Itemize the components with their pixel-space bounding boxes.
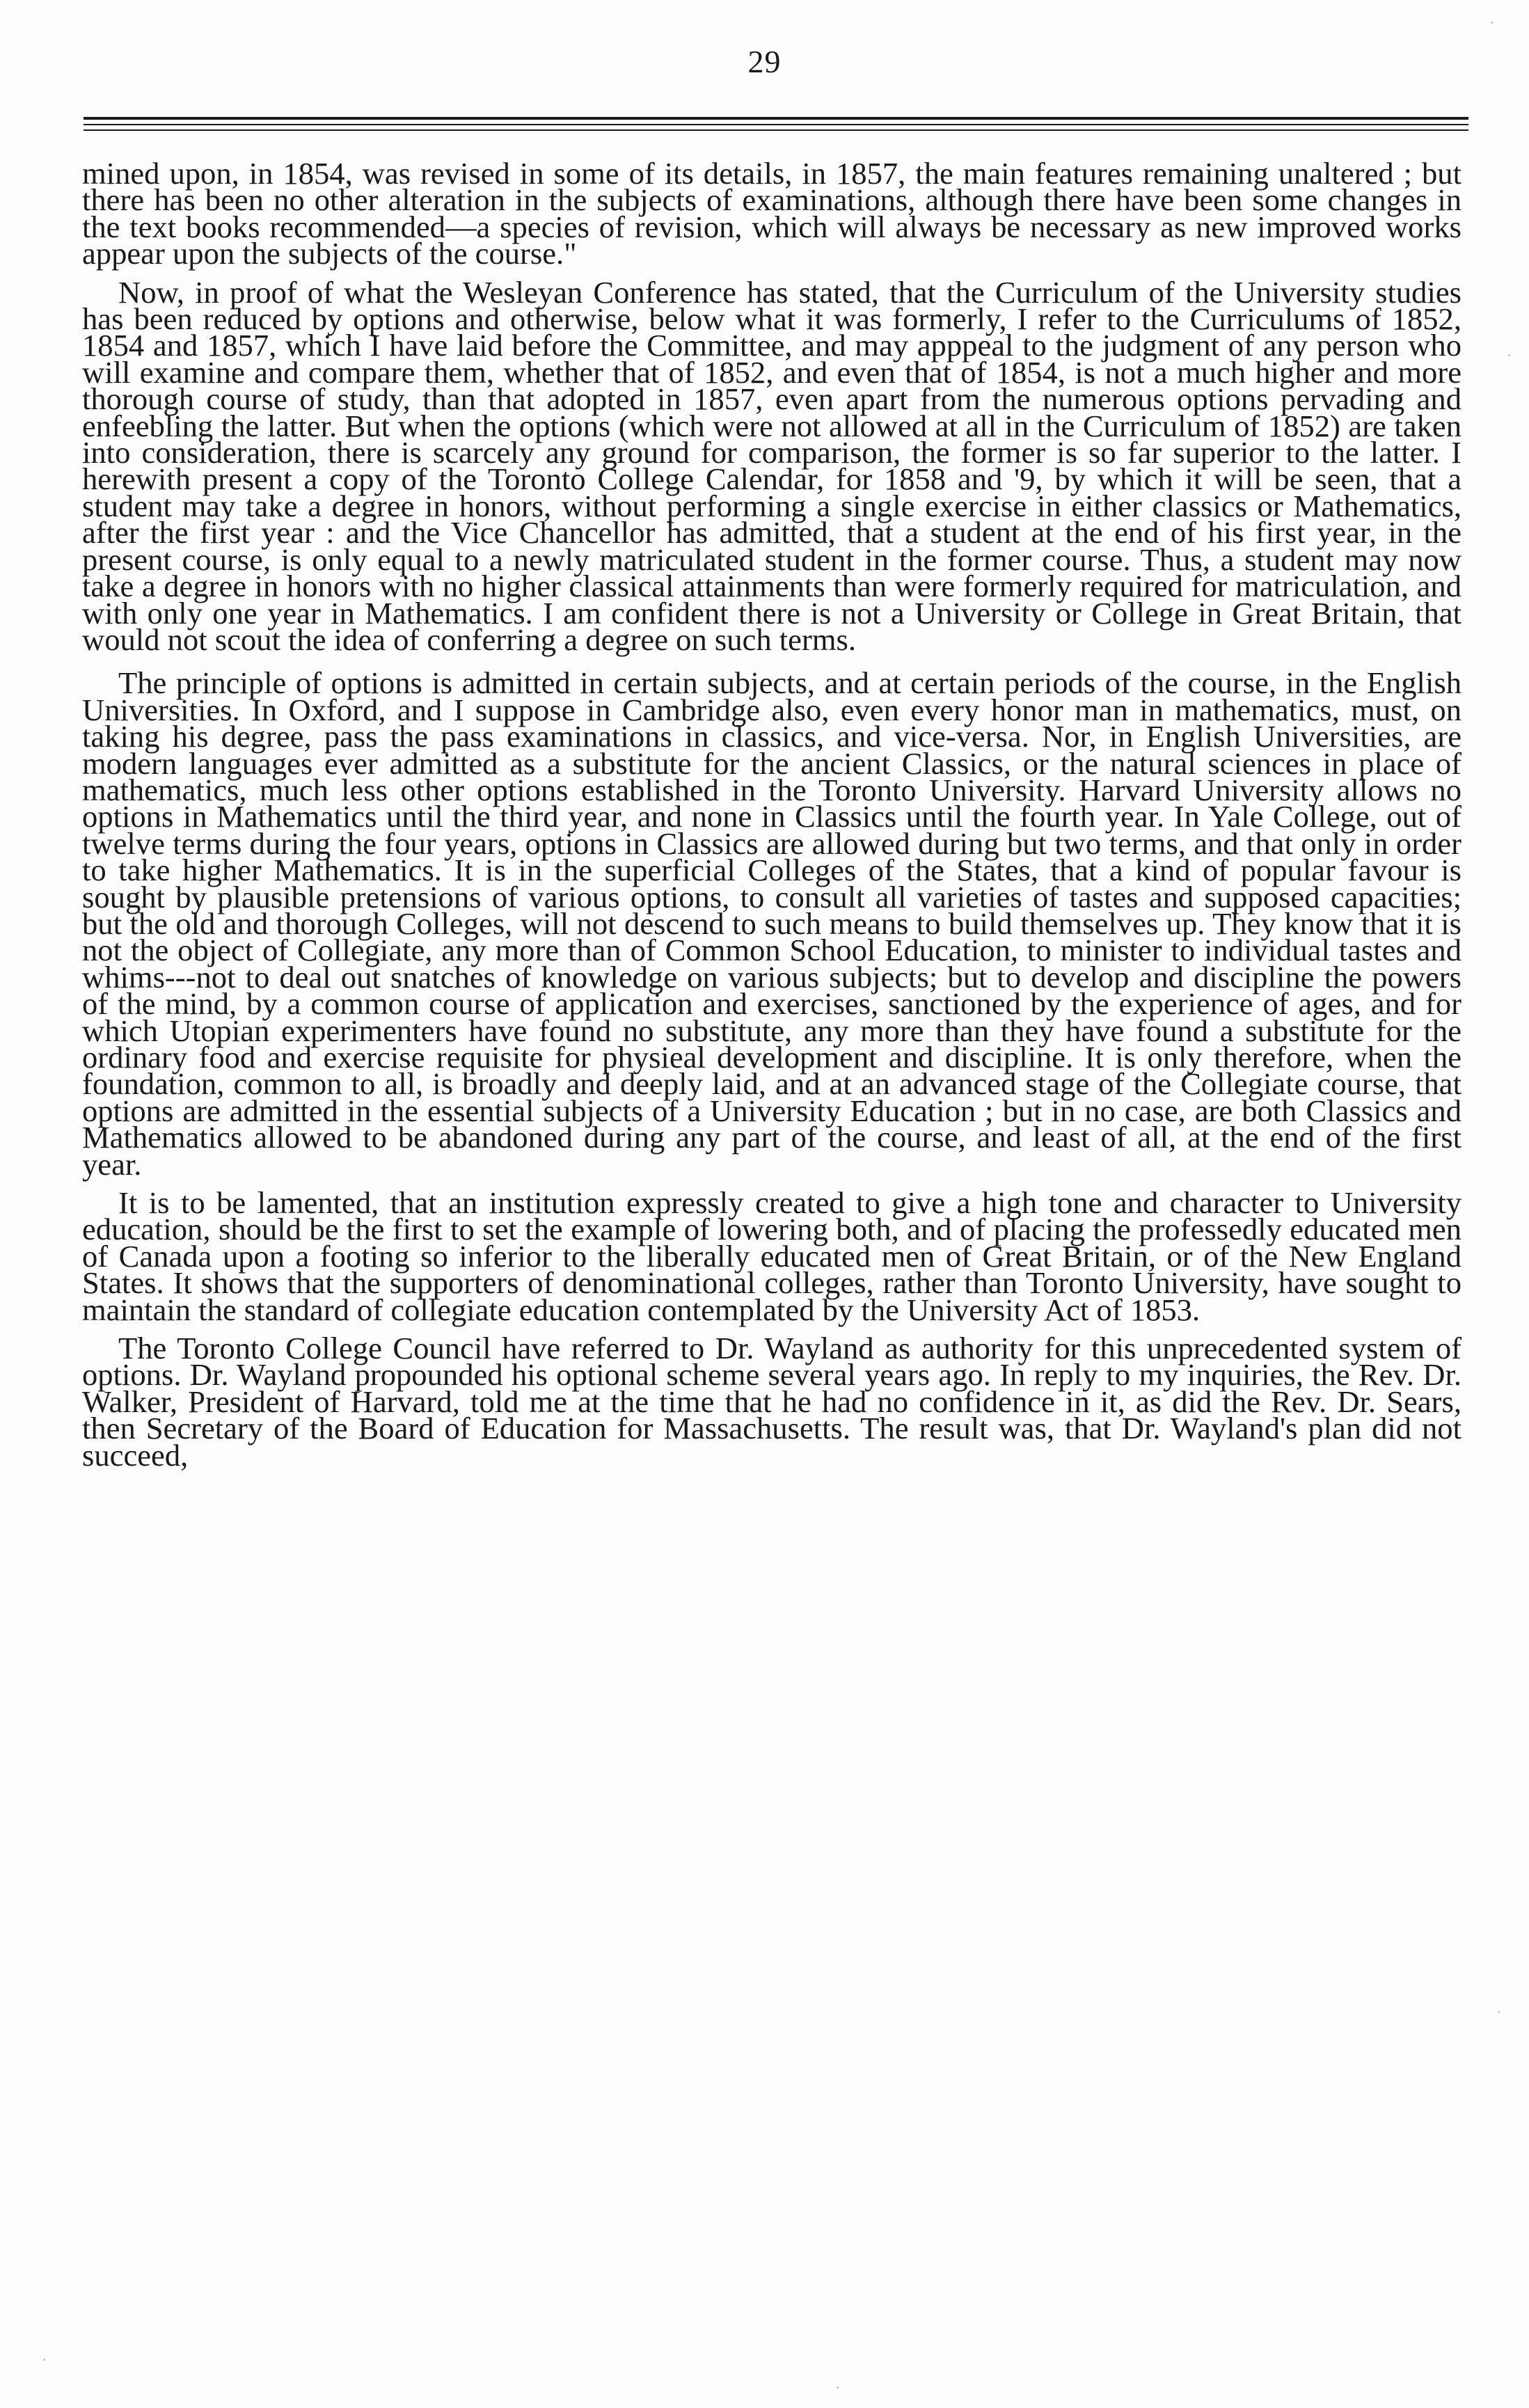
paragraph-lamented: It is to be lamented, that an institution expressly created to give a high tone and character to University education, should be the first to set the example of lowering both, and of placing the professedly educated men of Canada upon a footing so inferior to the liberally educated men of Great Britain, or of the New England States. It shows that the supporters of denominational colleges, rather than Toronto University, have sought to maintain the standard of collegiate education contemplated by the University Act of 1853. (82, 1185, 1461, 1327)
header-rule-thin (84, 124, 1468, 125)
paragraph-continued: mined upon, in 1854, was revised in some of its details, in 1857, the main features remaining unaltered ; but there has been no other alteration in the subjects of examinations, although there have been some changes in the text books recommended—a species of revision, which will always be necessary as new improved works appear upon the subjects of the course." (82, 156, 1461, 271)
page-number: 29 (747, 44, 782, 79)
body-text (82, 156, 1461, 1473)
header-rule-thick (84, 117, 1468, 120)
scan-noise-mark: · (1507, 347, 1512, 364)
header-rule-thin-lower (84, 129, 1468, 131)
scan-noise-mark: · (1496, 2003, 1502, 2020)
scan-noise-mark: · (42, 2351, 47, 2368)
scan-noise-mark: · (835, 2379, 841, 2396)
paragraph-wayland: The Toronto College Council have referred to Dr. Wayland as authority for this unprecedented system of options. Dr. Wayland propounded his optional scheme several years ago. In reply to my inquiries, the Rev. Dr. Walker, President of Harvard, told me at the time that he had no confidence in it, as did the Rev. Dr. Sears, then Secretary of the Board of Education for Massachusetts. The result was, that Dr. Wayland's plan did not succeed, (82, 1331, 1461, 1473)
scan-noise-mark: · (1489, 14, 1495, 31)
paragraph-options: The principle of options is admitted in certain subjects, and at certain periods of the course, in the English Universities. In Oxford, and I suppose in Cambridge also, even every honor man in mathematics, must, on taking his degree, pass the pass examinations in classics, and vice-versa. Nor, in English Universities, are modern languages ever admitted as a substitute for the ancient Classics, or the natural sciences in place of mathematics, much less other options established in the Toronto University. Harvard University allows no options in Mathematics until the third year, and none in Classics until the fourth year. In Yale College, out of twelve terms during the four years, options in Classics are allowed during but two terms, and that only in order to take higher Mathematics. It is in the superficial Colleges of the States, that a kind of popular favour is sought by plausible pretensions of various options, to consult all varieties of tastes and supposed capacities; but the old and thorough Colleges, will not descend to such means to build themselves up. They know that it is not the object of Collegiate, any more than of Common School Education, to minister to individual tastes and whims---not to deal out snatches of knowledge on various subjects; but to develop and discipline the powers of the mind, by a common course of application and exercises, sanctioned by the experience of ages, and for which Utopian experimenters have found no substitute, any more than they have found a substitute for the ordinary food and exercise requisite for physieal development and discipline. It is only therefore, when the foundation, common to all, is broadly and deeply laid, and at an advanced stage of the Collegiate course, that options are admitted in the essential subjects of a University Education ; but in no case, are both Classics and Mathematics allowed to be abandoned during any part of the course, and least of all, at the end of the first year. (82, 665, 1461, 1182)
paragraph-curriculum: Now, in proof of what the Wesleyan Conference has stated, that the Curriculum of the University studies has been reduced by options and otherwise, below what it was formerly, I refer to the Curriculums of 1852, 1854 and 1857, which I have laid before the Committee, and may apppeal to the judgment of any person who will examine and compare them, whether that of 1852, and even that of 1854, is not a much higher and more thorough course of study, than that adopted in 1857, even apart from the numerous options pervading and enfeebling the latter. But when the options (which were not allowed at all in the Curriculum of 1852) are taken into consideration, there is scarcely any ground for comparison, the former is so far superior to the latter. I herewith present a copy of the Toronto College Calendar, for 1858 and '9, by which it will be seen, that a student may take a degree in honors, without performing a single exercise in either classics or Mathematics, after the first year : and the Vice Chancellor has admitted, that a student at the end of his first year, in the present course, is only equal to a newly matriculated student in the former course. Thus, a student may now take a degree in honors with no higher classical attainments than were formerly required for matriculation, and with only one year in Mathematics. I am confident there is not a University or College in Great Britain, that would not scout the idea of conferring a degree on such terms. (82, 274, 1461, 657)
